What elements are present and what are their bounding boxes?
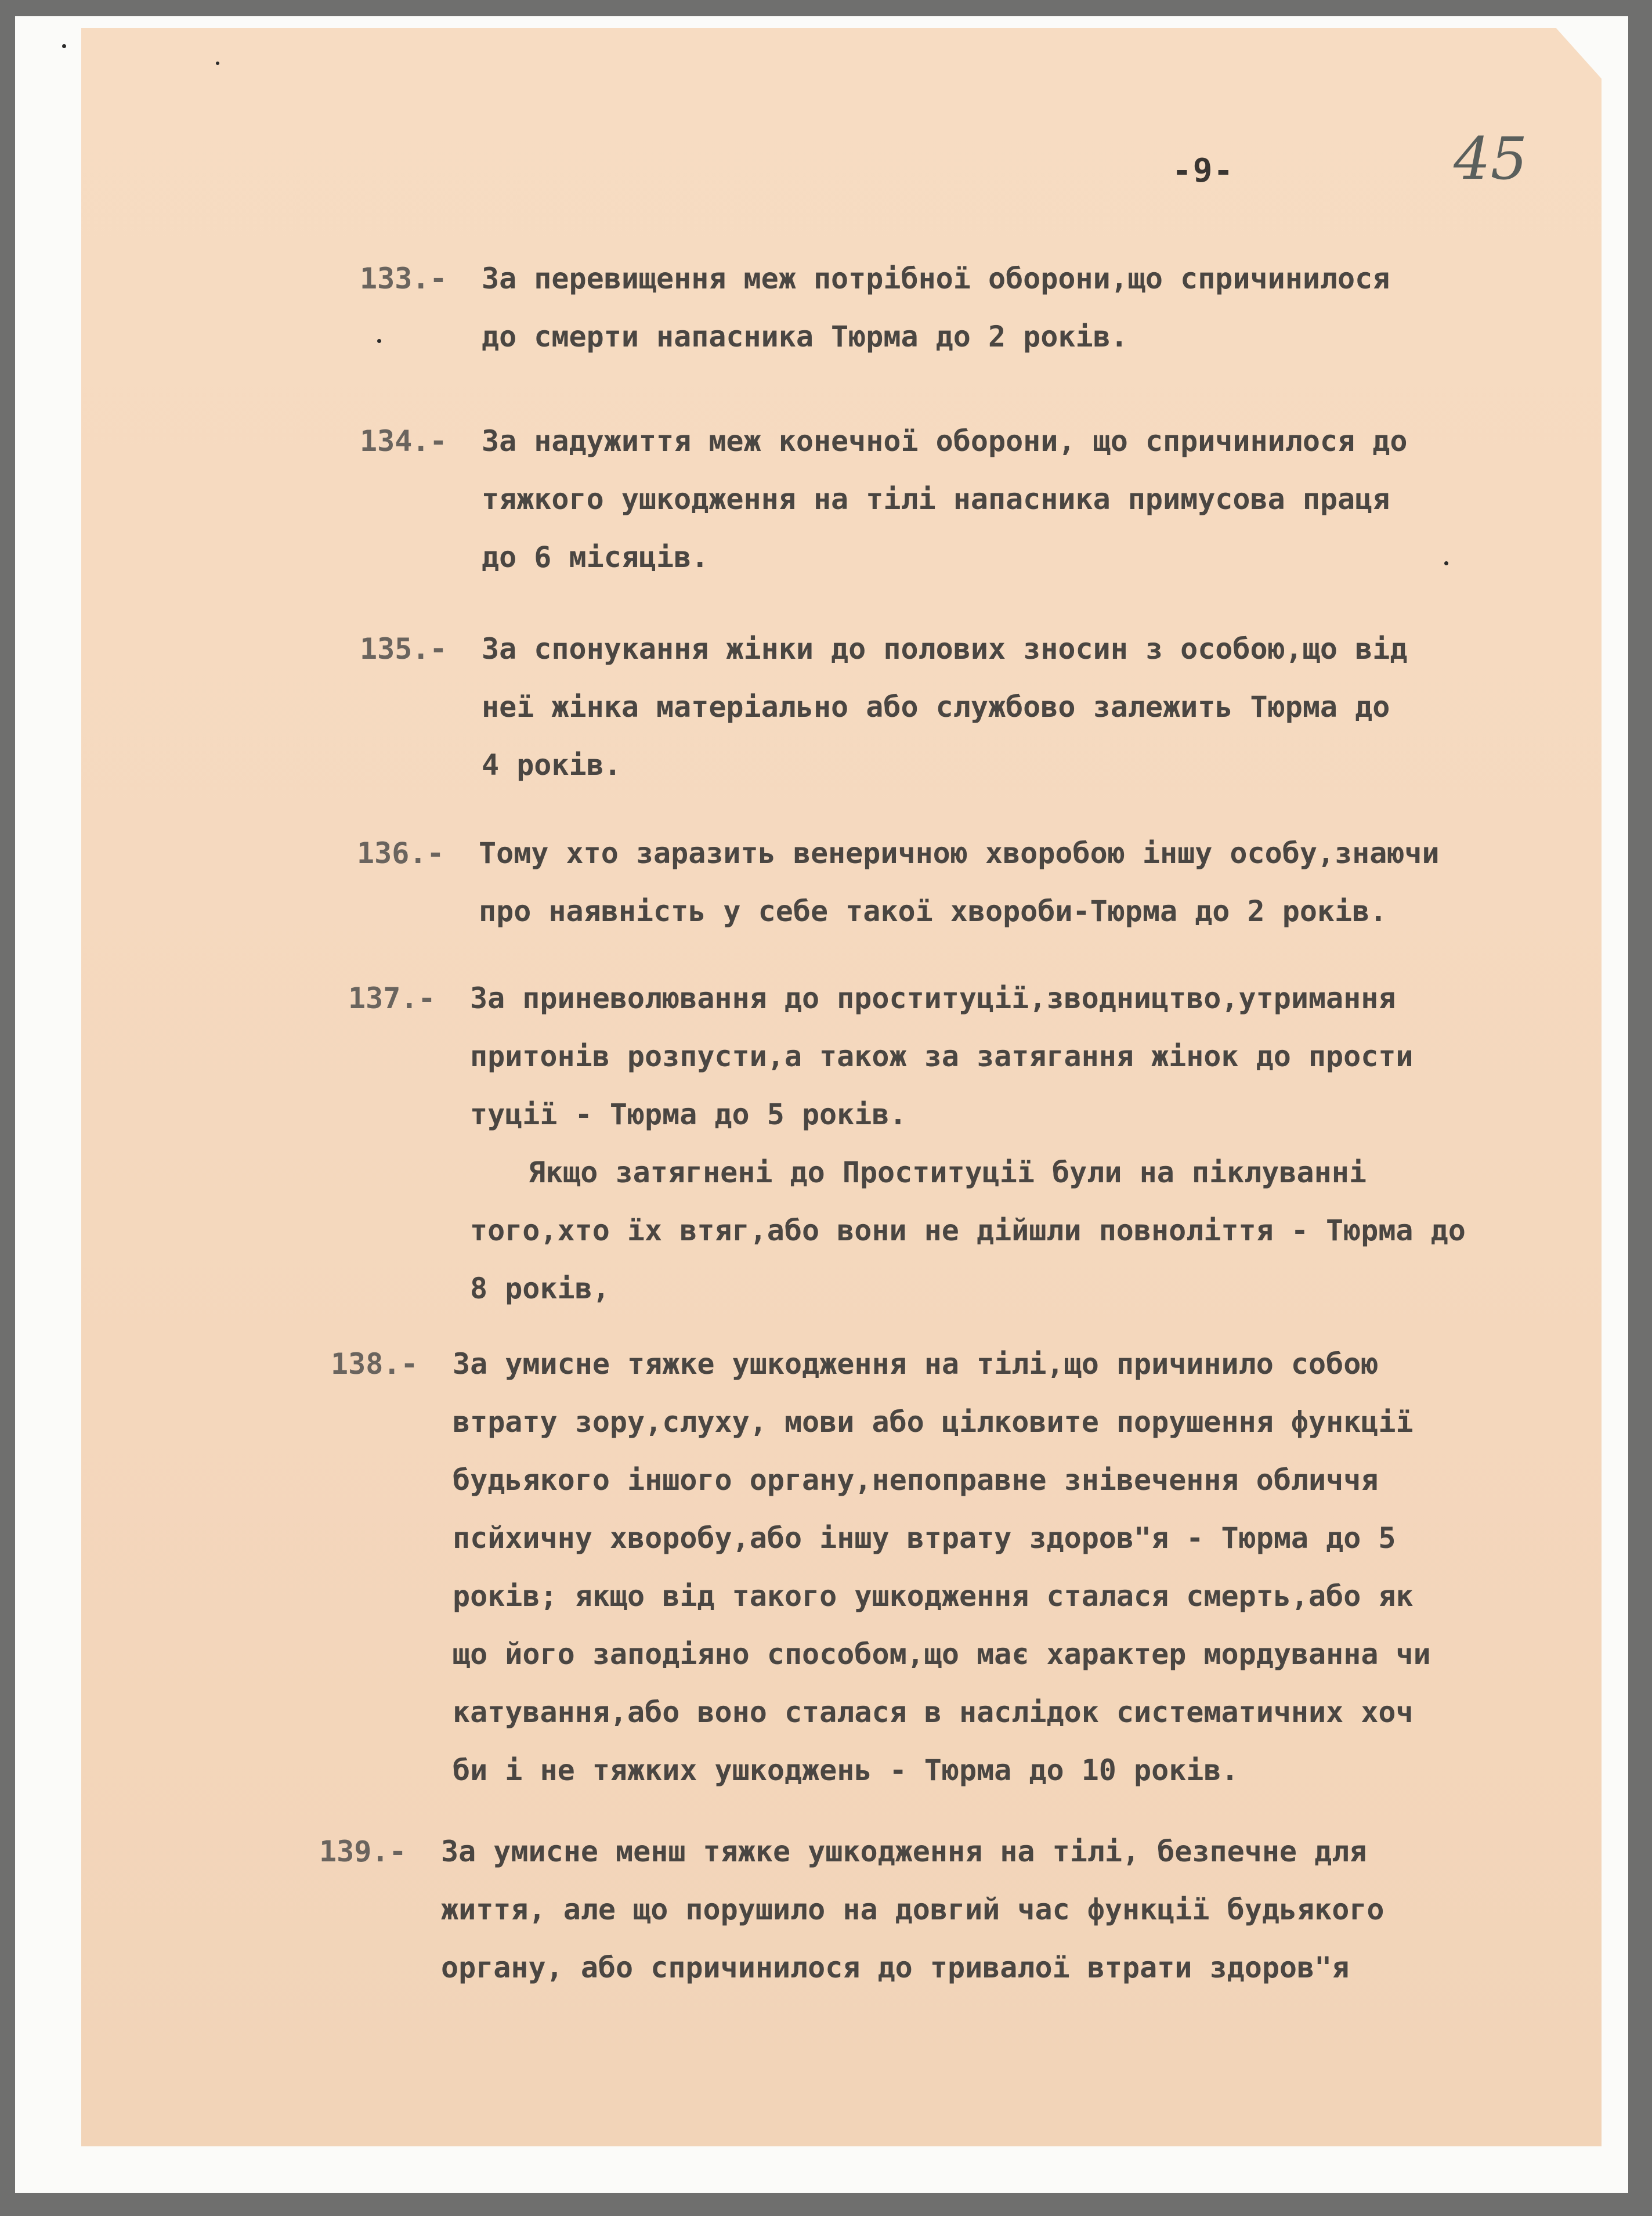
folio-number: 45 xyxy=(1454,125,1528,193)
text-line: років; якщо від такого ушкодження сталася смерть,або як xyxy=(453,1579,1414,1613)
article-number: 139.- xyxy=(319,1835,407,1868)
text-line: до 6 місяців. xyxy=(482,540,709,574)
text-line: За приневолювання до проституції,зводництво,утримання xyxy=(470,981,1396,1015)
article-135 xyxy=(360,620,1407,794)
text-line: неї жінка матеріально або службово залежить Тюрма до xyxy=(482,690,1390,724)
text-line: Якщо затягнені до Проституції були на піклуванні xyxy=(528,1156,1367,1189)
article-136 xyxy=(357,824,1440,940)
text-line: тяжкого ушкодження на тілі напасника примусова праця xyxy=(482,482,1390,516)
text-line: За перевищення меж потрібної оборони,що спричинилося xyxy=(482,262,1390,295)
article-number: 134.- xyxy=(360,424,447,458)
text-line: За умисне менш тяжке ушкодження на тілі, безпечне для xyxy=(441,1835,1367,1868)
text-line: би і не тяжких ушкоджень - Тюрма до 10 років. xyxy=(453,1753,1239,1787)
article-133 xyxy=(360,250,1390,366)
text-line: Тому хто заразить венеричною хворобою іншу особу,знаючи xyxy=(479,836,1440,870)
text-line: втрату зору,слуху, мови або цілковите порушення функції xyxy=(453,1405,1414,1439)
article-number: 133.- xyxy=(360,262,447,295)
article-134 xyxy=(360,412,1407,586)
article-137 xyxy=(348,969,1466,1318)
text-line: життя, але що порушило на довгий час функції будьякого xyxy=(441,1893,1385,1926)
text-line: про наявність у себе такої хвороби-Тюрма до 2 років. xyxy=(479,894,1387,928)
article-138 xyxy=(331,1335,1431,1799)
text-line: того,хто їх втяг,або вони не дійшли повноліття - Тюрма до xyxy=(470,1214,1466,1247)
text-line: притонів розпусти,а також за затягання жінок до прости xyxy=(470,1040,1414,1073)
text-line: будьякого іншого органу,непоправне знівечення обличчя xyxy=(453,1463,1379,1497)
text-line: 8 років, xyxy=(470,1272,610,1305)
text-line: псйхичну хворобу,або іншу втрату здоров"я - Тюрма до 5 xyxy=(453,1521,1396,1555)
page-number: -9- xyxy=(1172,152,1235,190)
article-139 xyxy=(319,1822,1385,1997)
article-number: 138.- xyxy=(331,1347,418,1381)
text-line: туції - Тюрма до 5 років. xyxy=(470,1098,907,1131)
article-number: 137.- xyxy=(348,981,436,1015)
article-number: 136.- xyxy=(357,836,444,870)
text-line: За надужиття меж конечної оборони, що спричинилося до xyxy=(482,424,1408,458)
text-line: катування,або воно сталася в наслідок систематичних хоч xyxy=(453,1695,1414,1729)
text-line: що його заподіяно способом,що має характер мордуванна чи xyxy=(453,1637,1431,1671)
text-line: 4 років. xyxy=(482,748,621,782)
text-line: За умисне тяжке ушкодження на тілі,що причинило собою xyxy=(453,1347,1379,1381)
text-line: За спонукання жінки до полових зносин з особою,що від xyxy=(482,632,1408,666)
text-line: органу, або спричинилося до тривалої втрати здоров"я xyxy=(441,1951,1350,1984)
text-line: до смерти напасника Тюрма до 2 років. xyxy=(482,320,1128,353)
article-number: 135.- xyxy=(360,632,447,666)
